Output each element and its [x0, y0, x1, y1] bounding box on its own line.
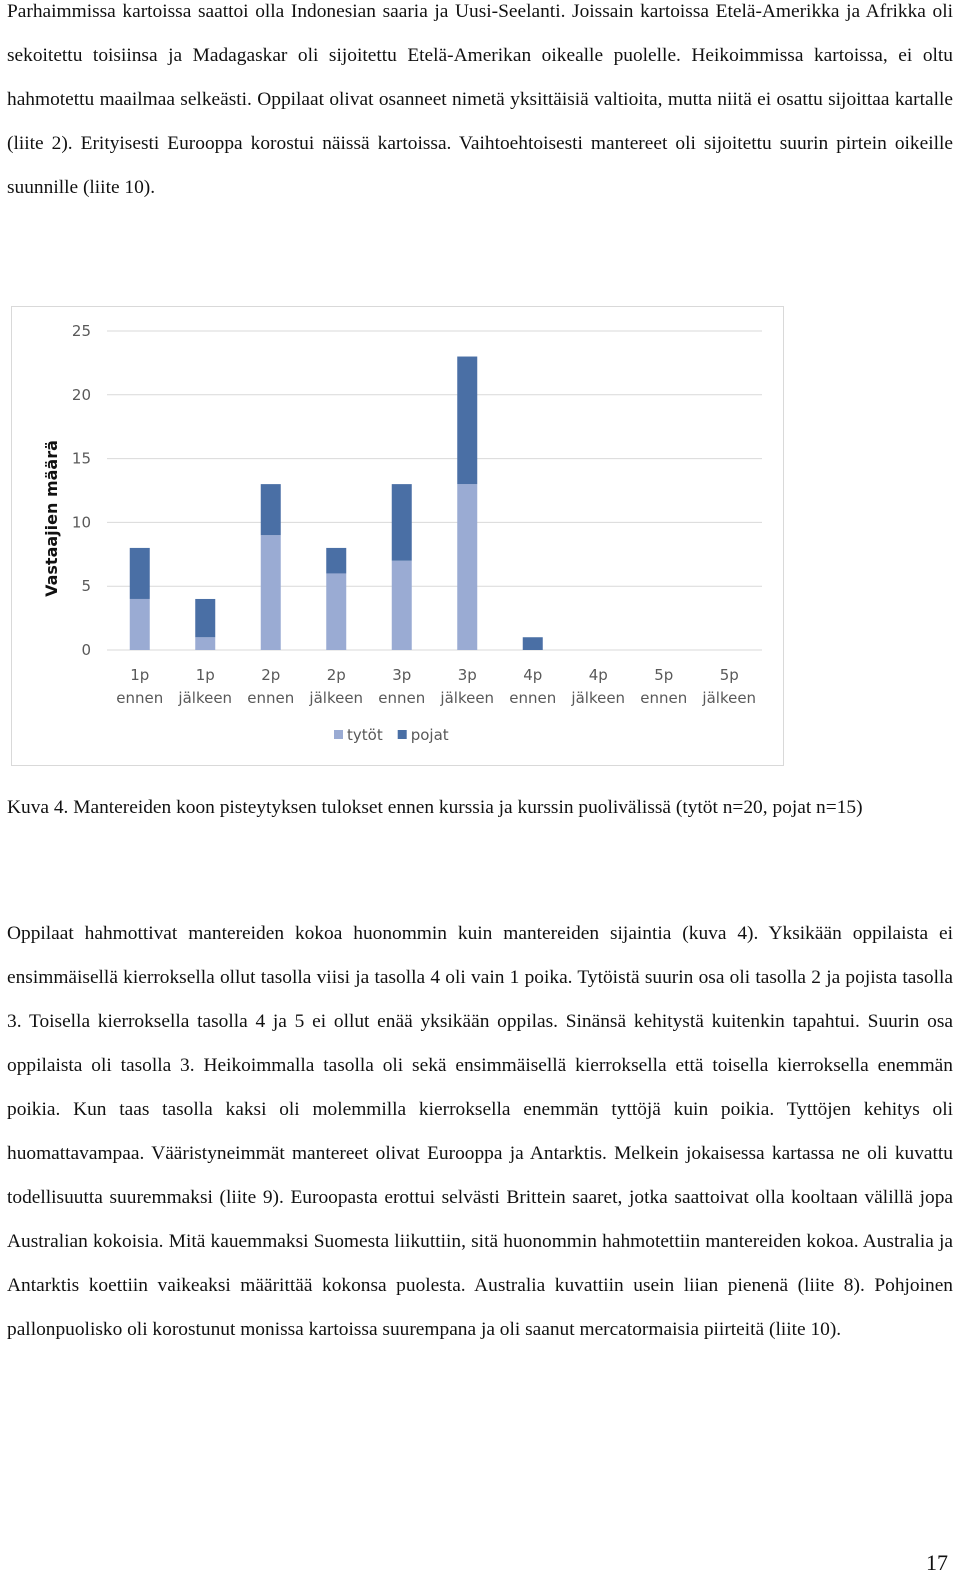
- x-tick-label: jälkeen: [309, 689, 364, 707]
- bar-tytöt: [195, 637, 215, 650]
- x-tick-label: ennen: [116, 689, 164, 707]
- legend-label-tytöt: tytöt: [347, 726, 383, 744]
- bar-pojat: [457, 357, 477, 485]
- bar-tytöt: [130, 599, 150, 650]
- x-tick-label: jälkeen: [178, 689, 233, 707]
- bar-pojat: [523, 637, 543, 650]
- chart-figure: [11, 306, 784, 766]
- legend-swatch-pojat: [398, 730, 407, 739]
- x-tick-label: ennen: [247, 689, 295, 707]
- x-tick-label: 2p: [261, 666, 281, 684]
- legend-swatch-tytöt: [334, 730, 343, 739]
- stacked-bar-chart: [12, 307, 783, 765]
- paragraph-intro: Parhaimmissa kartoissa saattoi olla Indonesian saaria ja Uusi-Seelanti. Joissain kartoissa Etelä-Amerikka ja Afrikka oli sekoitettu toisiinsa ja Madagaskar oli sijoitettu Etelä-Amerikan oikealle puolelle. Heikoimmissa kartoissa, ei oltu hahmotettu maailmaa selkeästi. Oppilaat olivat osanneet nimetä yksittäisiä valtioita, mutta niitä ei osattu sijoittaa kartalle (liite 2). Erityisesti Eurooppa korostui näissä kartoissa. Vaihtoehtoisesti mantereet oli sijoitettu suurin pirtein oikeille suunnille (liite 10).: [7, 1, 953, 198]
- x-tick-label: 2p: [326, 666, 346, 684]
- x-tick-label: 1p: [195, 666, 215, 684]
- x-tick-label: 3p: [392, 666, 412, 684]
- x-tick-label: jälkeen: [440, 689, 495, 707]
- y-axis-label: Vastaajien määrä: [42, 440, 61, 597]
- bar-pojat: [130, 548, 150, 599]
- x-tick-label: 5p: [654, 666, 674, 684]
- bar-tytöt: [326, 573, 346, 650]
- bar-tytöt: [457, 484, 477, 650]
- x-tick-label: ennen: [378, 689, 426, 707]
- x-tick-label: 3p: [457, 666, 477, 684]
- x-tick-label: 1p: [130, 666, 150, 684]
- y-tick-label: 25: [71, 322, 91, 340]
- bar-pojat: [261, 484, 281, 535]
- x-tick-label: jälkeen: [702, 689, 757, 707]
- figure-caption: Kuva 4. Mantereiden koon pisteytyksen tulokset ennen kurssia ja kurssin puolivälissä (tytöt n=20, pojat n=15): [7, 797, 863, 818]
- x-tick-label: 5p: [719, 666, 739, 684]
- legend-label-pojat: pojat: [410, 726, 449, 744]
- y-tick-label: 20: [71, 385, 91, 404]
- y-tick-label: 5: [81, 577, 91, 596]
- x-tick-label: ennen: [640, 689, 688, 707]
- paragraph-analysis: Oppilaat hahmottivat mantereiden kokoa huonommin kuin mantereiden sijaintia (kuva 4). Yksikään oppilaista ei ensimmäisellä kierroksella ollut tasolla viisi ja tasolla 4 oli vain 1 poika. Tytöistä suurin osa oli tasolla 2 ja pojista tasolla 3. Toisella kierroksella tasolla 4 ja 5 ei ollut enää yksikään oppilas. Sinänsä kehitystä kuitenkin tapahtui. Suurin osa oppilaista oli tasolla 3. Heikoimmalla tasolla oli sekä ensimmäisellä kierroksella että toisella kierroksella enemmän poikia. Kun taas tasolla kaksi oli molemmilla kierroksella enemmän tyttöjä kuin poikia. Tyttöjen kehitys oli huomattavampaa. Vääristyneimmät mantereet olivat Eurooppa ja Antarktis. Melkein jokaisessa kartassa ne oli kuvattu todellisuutta suuremmaksi (liite 9). Euroopasta erottui selvästi Brittein saaret, jotka saattoivat olla kooltaan välillä jopa Australian kokoisia. Mitä kauemmaksi Suomesta liikuttiin, sitä huonommin hahmotettiin mantereiden kokoa. Australia ja Antarktis koettiin vaikeaksi määrittää kokonsa puolesta. Australia kuvattiin usein liian pienenä (liite 8). Pohjoinen pallonpuolisko oli korostunut monissa kartoissa suurempana ja oli saanut mercatormaisia piirteitä (liite 10).: [7, 923, 953, 1340]
- y-tick-label: 0: [81, 641, 91, 659]
- x-tick-label: jälkeen: [571, 689, 626, 707]
- bar-pojat: [195, 599, 215, 637]
- x-tick-label: 4p: [588, 666, 608, 684]
- bar-pojat: [392, 484, 412, 561]
- x-tick-label: ennen: [509, 689, 557, 707]
- y-tick-label: 15: [71, 449, 91, 468]
- bar-pojat: [326, 548, 346, 574]
- x-tick-label: 4p: [523, 666, 543, 684]
- bar-tytöt: [261, 535, 281, 650]
- page-number: 17: [926, 1550, 948, 1575]
- bar-tytöt: [392, 561, 412, 650]
- y-tick-label: 10: [71, 513, 91, 532]
